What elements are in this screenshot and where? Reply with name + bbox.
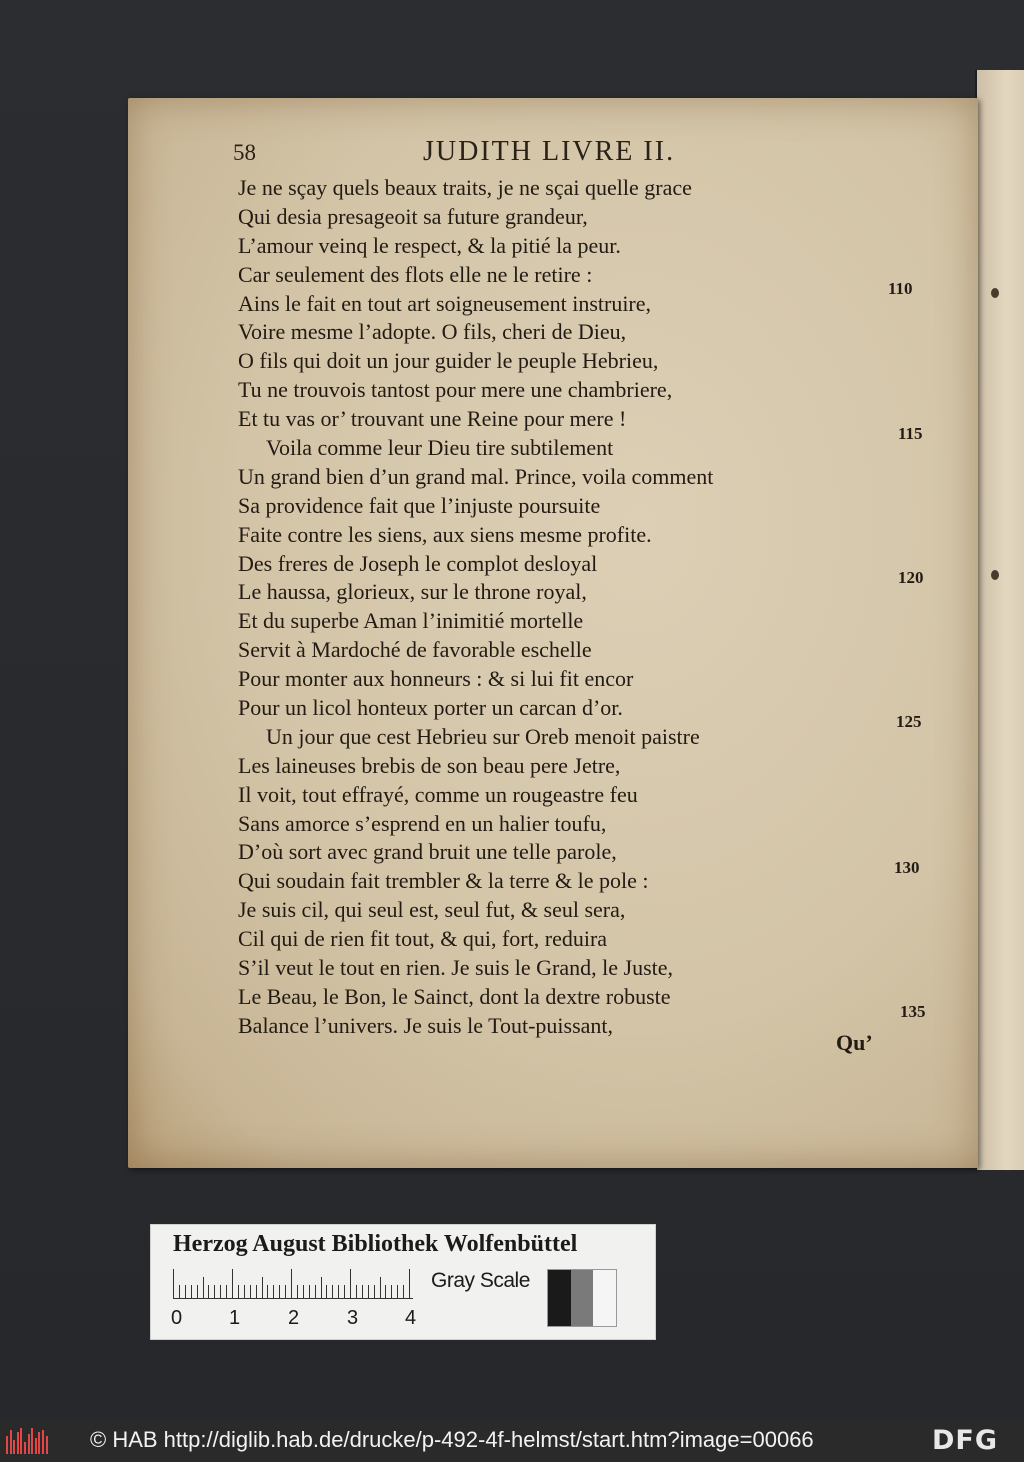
verse-line: Faite contre les siens, aux siens mesme profite. [238, 521, 652, 547]
verse-line: Tu ne trouvois tantost pour mere une chambriere, [238, 377, 673, 403]
ruler-tick [297, 1285, 298, 1299]
logo-bar [42, 1430, 44, 1454]
ruler-tick [220, 1285, 221, 1299]
verse-line: L’amour veinq le respect, & la pitié la peur. [238, 232, 621, 258]
ruler-tick [380, 1277, 381, 1299]
ruler-tick [409, 1269, 410, 1299]
ruler-number: 2 [288, 1307, 300, 1329]
footer-bar [0, 1420, 1024, 1462]
verse-line: Et du superbe Aman l’inimitié mortelle [238, 608, 584, 634]
ruler-tick [403, 1285, 404, 1299]
logo-bar [38, 1432, 40, 1454]
verse-line: Servit à Mardoché de favorable eschelle [238, 637, 592, 663]
ruler-tick [208, 1285, 209, 1299]
logo-bar [28, 1434, 30, 1454]
ruler-tick [203, 1277, 204, 1299]
verse-line: Voire mesme l’adopte. O fils, cheri de Dieu, [238, 319, 627, 345]
gray-swatch-light [593, 1270, 616, 1326]
ruler-tick [362, 1285, 363, 1299]
verse-line: Et tu vas or’ trouvant une Reine pour mere ! [238, 406, 627, 432]
ruler-tick [185, 1285, 186, 1299]
ruler-tick [238, 1285, 239, 1299]
ruler-tick [315, 1285, 316, 1299]
verse-line: Qui soudain fait trembler & la terre & le pole : [238, 868, 649, 894]
library-name: Herzog August Bibliothek Wolfenbüttel [173, 1231, 578, 1257]
line-number: 120 [898, 568, 924, 587]
logo-bar [13, 1440, 15, 1454]
gray-scale-swatches [547, 1269, 617, 1327]
copyright-url[interactable]: © HAB http://diglib.hab.de/drucke/p-492-4f-helmst/start.htm?image=00066 [90, 1427, 814, 1452]
ruler-tick [232, 1269, 233, 1299]
ruler-tick [344, 1285, 345, 1299]
verse-block [238, 174, 938, 1041]
logo-bar [46, 1436, 48, 1454]
ruler-tick [214, 1285, 215, 1299]
ruler-tick [368, 1285, 369, 1299]
facing-page-edge [975, 70, 1024, 1170]
verse-line: D’où sort avec grand bruit une telle parole, [238, 839, 617, 865]
verse-line: Sans amorce s’esprend en un halier toufu, [238, 810, 607, 836]
book-page [128, 98, 978, 1168]
verse-line: Qui desia presageoit sa future grandeur, [238, 203, 588, 229]
ruler-tick [226, 1285, 227, 1299]
hab-barcode-logo-icon [6, 1428, 50, 1454]
line-number: 115 [898, 424, 923, 443]
verse-line: Je ne sçay quels beaux traits, je ne sçai quelle grace [238, 175, 692, 200]
verse-line: Ains le fait en tout art soigneusement instruire, [238, 290, 652, 316]
ruler-tick [309, 1285, 310, 1299]
verse-line: Je suis cil, qui seul est, seul fut, & seul sera, [238, 897, 626, 923]
gray-scale-label: Gray Scale [431, 1269, 530, 1292]
verse-line: Le Beau, le Bon, le Sainct, dont la dextre robuste [238, 983, 671, 1009]
dfg-logo: DFG [932, 1425, 999, 1456]
ruler-tick [338, 1285, 339, 1299]
verse-line: Cil qui de rien fit tout, & qui, fort, reduira [238, 926, 608, 952]
verse-line: Pour un licol honteux porter un carcan d’or. [238, 695, 623, 721]
verse-line: Balance l’univers. Je suis le Tout-puissant, [238, 1012, 614, 1038]
ruler-tick [397, 1285, 398, 1299]
ruler-tick [321, 1277, 322, 1299]
logo-bar [6, 1436, 8, 1454]
ruler-tick [262, 1277, 263, 1299]
catchword: Qu’ [836, 1030, 873, 1055]
ruler-tick [244, 1285, 245, 1299]
ruler-number: 0 [171, 1307, 183, 1329]
logo-bar [31, 1428, 33, 1454]
verse-line: Un grand bien d’un grand mal. Prince, voila comment [238, 463, 714, 489]
ruler-tick [291, 1269, 292, 1299]
ruler-tick [391, 1285, 392, 1299]
ruler-tick [285, 1285, 286, 1299]
logo-bar [17, 1432, 19, 1454]
ruler-tick [256, 1285, 257, 1299]
ruler-tick [385, 1285, 386, 1299]
verse-line: Sa providence fait que l’injuste poursuite [238, 492, 601, 518]
ruler-tick [350, 1269, 351, 1299]
color-calibration-card [150, 1224, 656, 1340]
ruler-tick [250, 1285, 251, 1299]
ruler-number: 4 [405, 1307, 417, 1329]
verse-line: Le haussa, glorieux, sur le throne royal, [238, 579, 587, 605]
ruler-tick [273, 1285, 274, 1299]
verse-line: Les laineuses brebis de son beau pere Jetre, [238, 752, 621, 778]
verse-line: Il voit, tout effrayé, comme un rougeastre feu [238, 781, 638, 807]
ink-mark [991, 288, 999, 298]
ruler-tick [179, 1285, 180, 1299]
logo-bar [24, 1442, 26, 1454]
verse-line: S’il veut le tout en rien. Je suis le Grand, le Juste, [238, 955, 674, 981]
ruler-tick [279, 1285, 280, 1299]
ruler-tick [173, 1269, 174, 1299]
page-number: 58 [233, 140, 256, 165]
gray-swatch-dark [548, 1270, 571, 1326]
verse-line: Voila comme leur Dieu tire subtilement [266, 435, 614, 461]
running-header: JUDITH LIVRE II. [423, 136, 676, 167]
verse-line: Un jour que cest Hebrieu sur Oreb menoit paistre [266, 723, 700, 749]
ink-mark [991, 570, 999, 580]
line-number: 135 [900, 1002, 926, 1021]
verse-line: Pour monter aux honneurs : & si lui fit encor [238, 666, 634, 692]
ruler-tick [267, 1285, 268, 1299]
verse-line: Des freres de Joseph le complot desloyal [238, 550, 598, 576]
ruler-tick [191, 1285, 192, 1299]
ruler-tick [326, 1285, 327, 1299]
gray-swatch-mid [571, 1270, 594, 1326]
ruler-tick [332, 1285, 333, 1299]
ruler-number: 1 [229, 1307, 241, 1329]
line-number: 125 [896, 712, 922, 731]
ruler-tick [374, 1285, 375, 1299]
line-number: 110 [888, 279, 913, 298]
verse-line: Car seulement des flots elle ne le retire : [238, 261, 593, 287]
line-number: 130 [894, 858, 920, 877]
verse-line: O fils qui doit un jour guider le peuple Hebrieu, [238, 348, 659, 374]
logo-bar [10, 1430, 12, 1454]
ruler-tick [356, 1285, 357, 1299]
ruler-tick [197, 1285, 198, 1299]
logo-bar [20, 1428, 22, 1454]
logo-bar [35, 1438, 37, 1454]
measurement-ruler [173, 1267, 413, 1299]
ruler-number: 3 [347, 1307, 359, 1329]
ruler-tick [303, 1285, 304, 1299]
